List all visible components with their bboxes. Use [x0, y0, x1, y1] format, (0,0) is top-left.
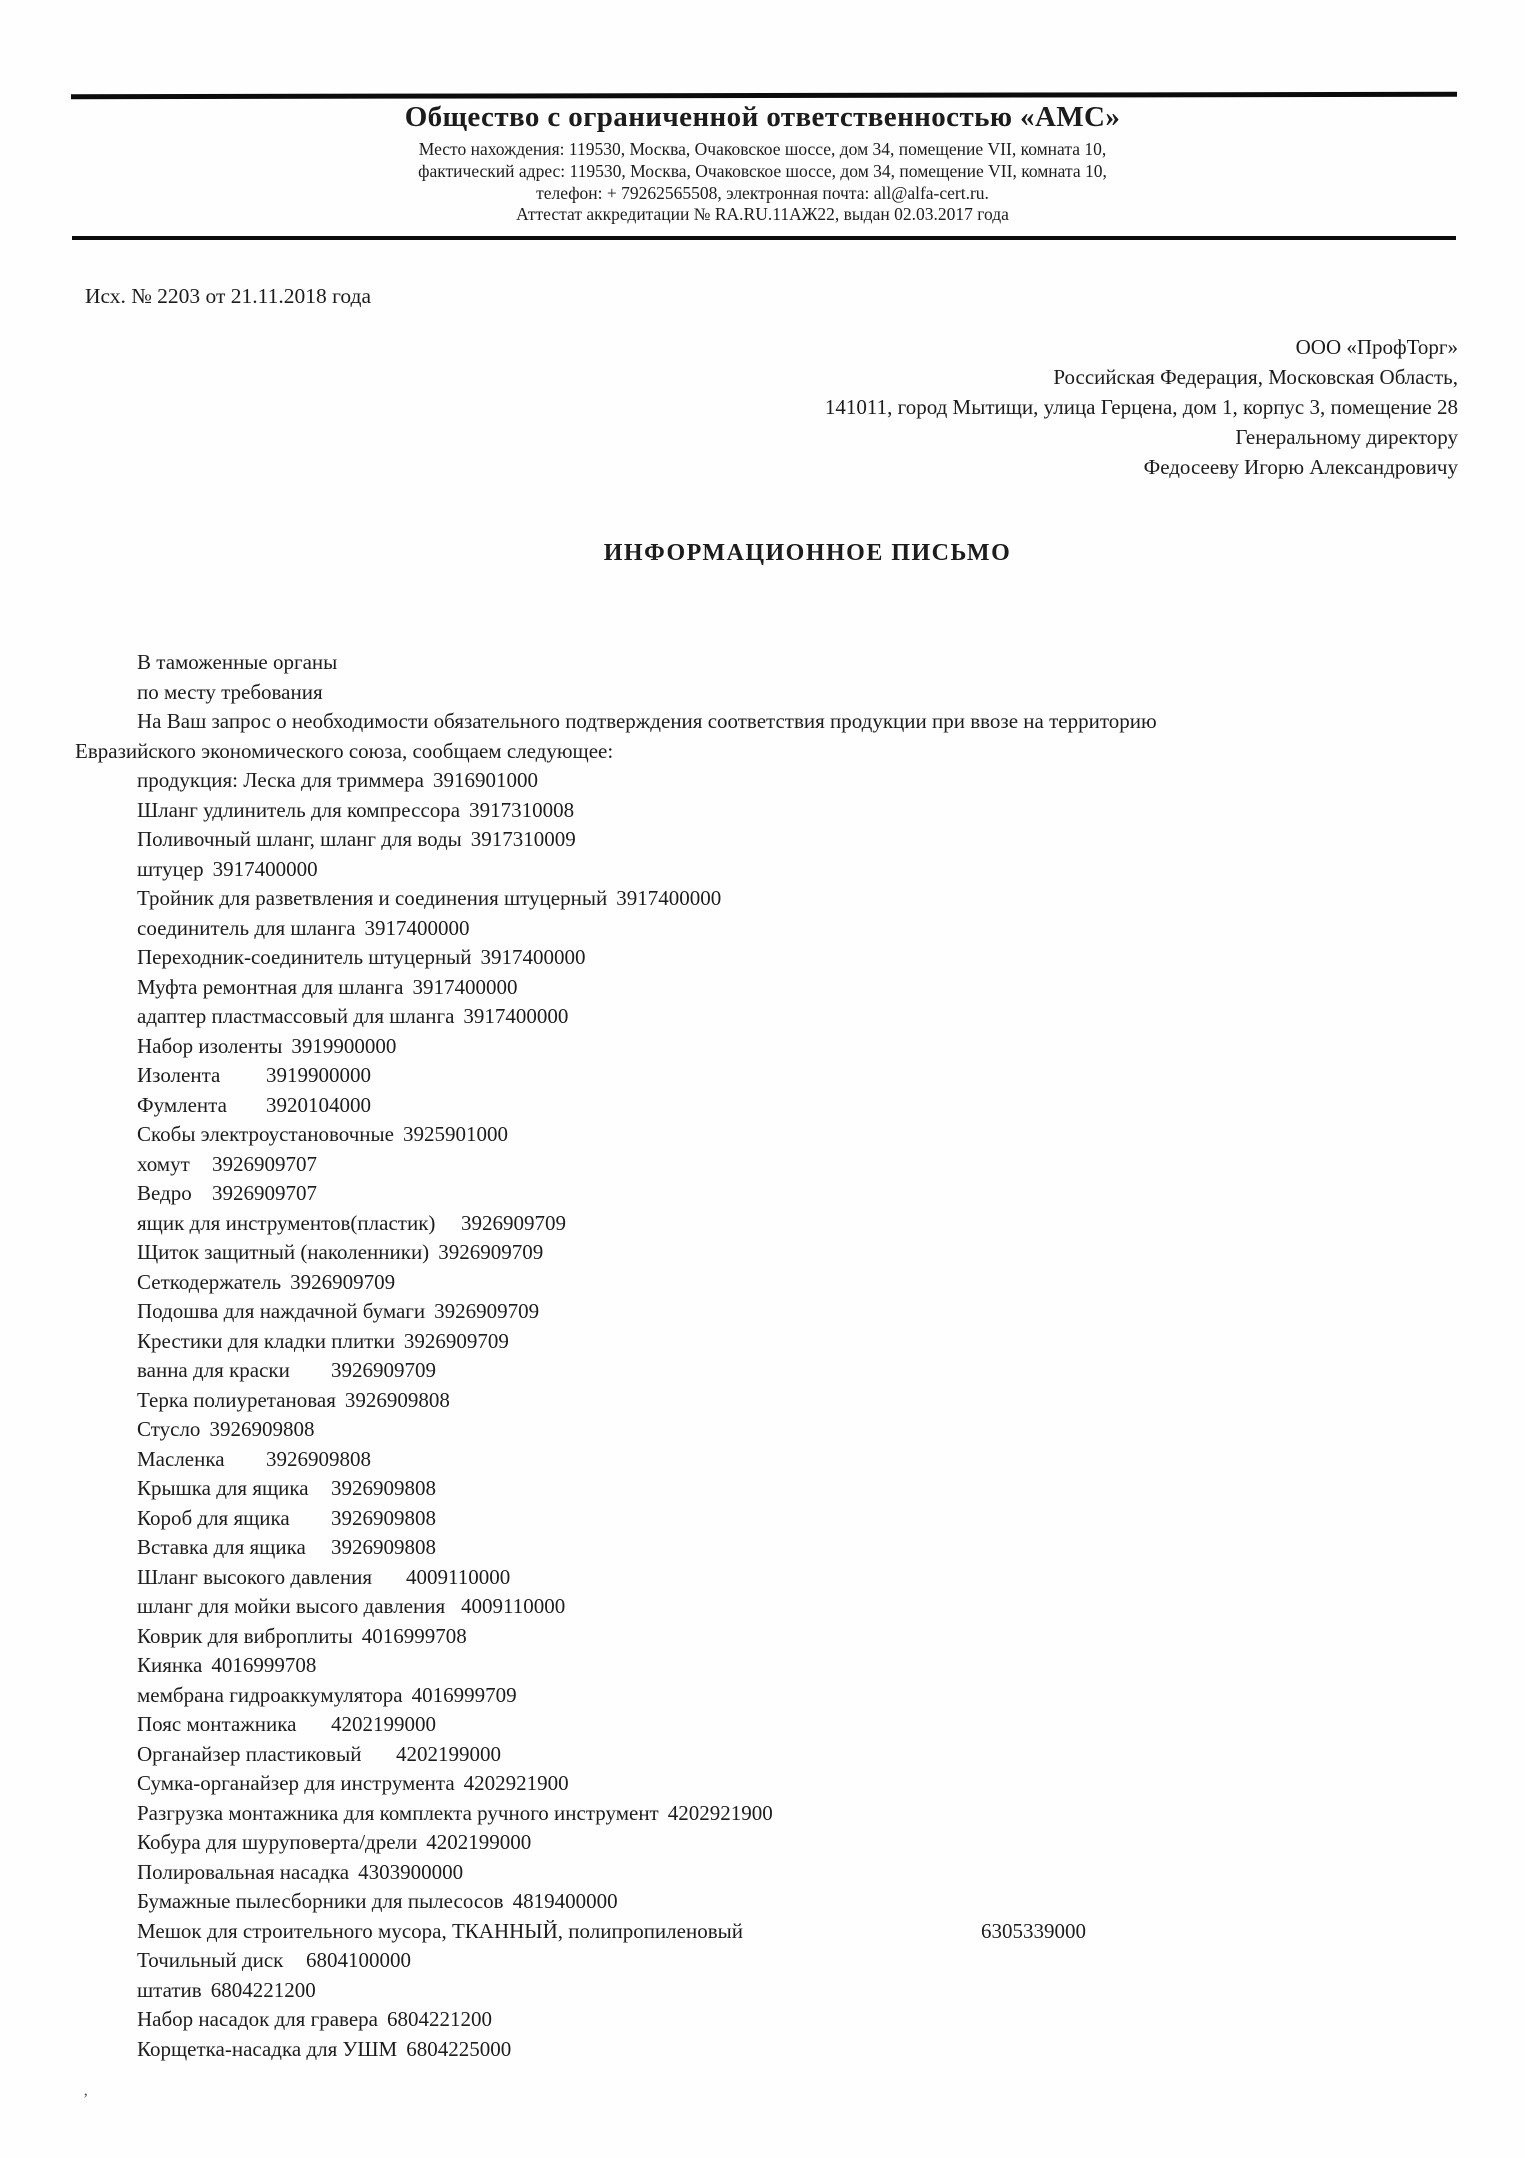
product-code: 6804221200 [386, 2007, 492, 2031]
product-name: штатив [137, 1977, 202, 2002]
product-code: 6804221200 [210, 1977, 316, 2002]
product-line [75, 1150, 1475, 1180]
product-line [75, 1504, 1475, 1534]
product-line [75, 1179, 1475, 1209]
product-line [75, 1769, 1475, 1799]
product-code: 4202199000 [396, 1741, 501, 1766]
product-code: 4202921900 [667, 1800, 773, 1825]
product-line [75, 1120, 1475, 1150]
product-code: 3926909709 [461, 1210, 566, 1235]
product-line [75, 825, 1475, 855]
product-name: Тройник для разветвления и соединения штуцерный [137, 886, 608, 910]
product-line [75, 1061, 1475, 1091]
product-name: соединитель для шланга [137, 915, 356, 940]
product-name: Стусло [137, 1417, 201, 1441]
recipient-line: 141011, город Мытищи, улица Герцена, дом 1, корпус 3, помещение 28 [824, 395, 1458, 419]
product-line [75, 1386, 1475, 1416]
product-name: Набор изоленты [137, 1033, 283, 1058]
product-code: 3926909709 [290, 1269, 396, 1294]
product-line [75, 1032, 1475, 1062]
product-code: 4819400000 [512, 1889, 618, 1913]
product-name: Сеткодержатель [137, 1269, 282, 1294]
product-line [75, 1445, 1475, 1475]
body-intro-lines [75, 648, 1475, 766]
product-code: 3919900000 [266, 1063, 371, 1087]
product-line [75, 1681, 1475, 1711]
product-line [75, 1002, 1475, 1032]
product-name: ванна для краски [137, 1358, 290, 1382]
product-name: шланг для мойки высого давления [137, 1594, 446, 1618]
product-line [75, 855, 1475, 885]
org-title: Общество с ограниченной ответственностью «АМС» [404, 101, 1121, 133]
product-code: 3917310008 [469, 797, 575, 822]
product-name: Скобы электроустановочные [137, 1122, 394, 1146]
product-code: 3926909707 [212, 1151, 317, 1176]
header-rule-top [71, 92, 1457, 99]
header-rule-bottom [72, 236, 1456, 240]
product-code: 3926909709 [331, 1358, 436, 1382]
product-line [75, 1622, 1475, 1652]
product-name: Масленка [137, 1446, 225, 1471]
recipient-block [825, 332, 1458, 482]
product-code: 3920104000 [266, 1092, 371, 1117]
product-name: Поливочный шланг, шланг для воды [137, 827, 462, 851]
product-code: 3917400000 [412, 974, 518, 999]
product-line [75, 1474, 1475, 1504]
product-code: 3926909808 [331, 1535, 436, 1559]
product-code: 4303900000 [358, 1859, 464, 1884]
product-name: продукция: Леска для триммера [137, 768, 424, 792]
product-code: 3916901000 [432, 768, 538, 792]
product-code: 4016999708 [211, 1653, 317, 1677]
product-name: Щиток защитный (наколенники) [137, 1240, 430, 1264]
product-line [75, 973, 1475, 1003]
product-line [75, 1887, 1475, 1917]
product-name: Фумлента [137, 1092, 227, 1117]
product-line [75, 1976, 1475, 2006]
product-code: 4202199000 [331, 1712, 436, 1736]
product-line [75, 884, 1475, 914]
product-name: Разгрузка монтажника для комплекта ручного инструмент [137, 1800, 659, 1825]
product-name: Кобура для шуруповерта/дрели [137, 1830, 418, 1854]
product-line [75, 1710, 1475, 1740]
product-name: Шланг удлинитель для компрессора [137, 797, 461, 822]
letterhead [0, 101, 1525, 226]
product-line [75, 1297, 1475, 1327]
product-code: 3917310009 [470, 827, 576, 851]
product-name: Шланг высокого давления [137, 1564, 372, 1589]
product-line [75, 914, 1475, 944]
org-address-line: фактический адрес: 119530, Москва, Очаковское шоссе, дом 34, помещение VII, комната 10, [418, 160, 1107, 181]
product-line [75, 2035, 1475, 2065]
org-address-lines [0, 139, 1525, 226]
product-name: Киянка [137, 1653, 203, 1677]
product-code: 4009110000 [406, 1564, 511, 1589]
product-name: Бумажные пылесборники для пылесосов [137, 1889, 504, 1913]
product-line [75, 1651, 1475, 1681]
product-code: 3926909707 [212, 1181, 317, 1205]
product-line [75, 796, 1475, 826]
product-name: Крестики для кладки плитки [137, 1328, 395, 1353]
product-code: 3917400000 [616, 886, 722, 910]
product-code: 4016999708 [361, 1623, 467, 1648]
product-name: Мешок для строительного мусора, ТКАННЫЙ, полипропиленовый [137, 1918, 743, 1943]
product-code: 3926909709 [438, 1240, 544, 1264]
product-name: Сумка-органайзер для инструмента [137, 1771, 455, 1795]
recipient-line: Российская Федерация, Московская Область, [1053, 365, 1458, 389]
product-name: Вставка для ящика [137, 1535, 306, 1559]
product-code: 4009110000 [461, 1594, 566, 1618]
product-line [75, 1533, 1475, 1563]
body-line: по месту требования [137, 679, 323, 704]
product-name: Ведро [137, 1181, 192, 1205]
product-name: Переходник-соединитель штуцерный [137, 945, 472, 969]
product-line [75, 1563, 1475, 1593]
product-line [75, 1327, 1475, 1357]
product-name: Подошва для наждачной бумаги [137, 1299, 426, 1323]
product-name: Пояс монтажника [137, 1712, 297, 1736]
letter-title: ИНФОРМАЦИОННОЕ ПИСЬМО [603, 540, 1012, 566]
product-code: 6804100000 [306, 1948, 411, 1972]
product-name: штуцер [137, 856, 204, 881]
product-code: 3917400000 [480, 945, 586, 969]
product-code: 4202199000 [426, 1830, 532, 1854]
recipient-line: ООО «ПрофТорг» [1295, 335, 1458, 359]
product-line [75, 1091, 1475, 1121]
product-code: 6305339000 [981, 1918, 1086, 1943]
body-line: На Ваш запрос о необходимости обязательного подтверждения соответствия продукции при ввозе на территорию [137, 709, 1157, 733]
product-code: 3917400000 [463, 1004, 569, 1028]
product-name: Изолента [137, 1063, 221, 1087]
org-address-line: Место нахождения: 119530, Москва, Очаковское шоссе, дом 34, помещение VII, комната 10, [418, 139, 1107, 159]
product-code: 3925901000 [402, 1122, 508, 1146]
product-line [75, 1740, 1475, 1770]
product-line [75, 1238, 1475, 1268]
org-address-line: Аттестат аккредитации № RA.RU.11АЖ22, выдан 02.03.2017 года [516, 204, 1009, 225]
product-name: Корщетка-насадка для УШМ [137, 2036, 398, 2061]
product-line [75, 943, 1475, 973]
outgoing-ref: Исх. № 2203 от 21.11.2018 года [85, 284, 372, 308]
product-code: 3919900000 [291, 1033, 397, 1058]
letter-body [75, 648, 1475, 2064]
product-code: 4202921900 [463, 1771, 569, 1795]
product-line [75, 1356, 1475, 1386]
product-name: Точильный диск [137, 1948, 284, 1972]
product-code: 3917400000 [364, 915, 470, 940]
product-code: 3926909808 [344, 1387, 450, 1412]
product-code: 3917400000 [212, 856, 318, 881]
product-name: Короб для ящика [137, 1505, 290, 1530]
product-name: хомут [137, 1151, 190, 1176]
recipient-line: Генеральному директору [1235, 425, 1458, 449]
product-list [75, 766, 1475, 2064]
product-line [75, 1415, 1475, 1445]
recipient-line: Федосееву Игорю Александровичу [1143, 455, 1458, 479]
product-line [75, 1209, 1475, 1239]
product-line [75, 2005, 1475, 2035]
product-code: 6804225000 [406, 2036, 512, 2061]
product-line [75, 1592, 1475, 1622]
product-code: 3926909808 [209, 1417, 315, 1441]
product-code: 3926909808 [266, 1446, 371, 1471]
product-line [75, 1917, 1475, 1947]
product-line [75, 1858, 1475, 1888]
product-line [75, 1828, 1475, 1858]
product-code: 3926909709 [434, 1299, 540, 1323]
product-name: Муфта ремонтная для шланга [137, 974, 404, 999]
product-line [75, 766, 1475, 796]
product-name: Крышка для ящика [137, 1476, 309, 1500]
scan-artifact: ’ [83, 2091, 89, 2108]
product-name: ящик для инструментов(пластик) [137, 1210, 436, 1235]
product-code: 3926909709 [403, 1328, 509, 1353]
product-name: Коврик для виброплиты [137, 1623, 353, 1648]
product-code: 4016999709 [411, 1682, 517, 1707]
org-address-line: телефон: + 79262565508, электронная почта: all@alfa-cert.ru. [536, 182, 989, 203]
product-name: Терка полиуретановая [137, 1387, 336, 1412]
product-name: Органайзер пластиковый [137, 1741, 362, 1766]
product-name: адаптер пластмассовый для шланга [137, 1004, 455, 1028]
product-code: 3926909808 [331, 1505, 436, 1530]
product-line [75, 1799, 1475, 1829]
body-line: В таможенные органы [137, 650, 338, 674]
product-name: Полировальная насадка [137, 1859, 350, 1884]
product-line [75, 1268, 1475, 1298]
body-line: Евразийского экономического союза, сообщаем следующее: [75, 738, 614, 763]
product-name: Набор насадок для гравера [137, 2007, 378, 2031]
product-code: 3926909808 [331, 1476, 436, 1500]
product-line [75, 1946, 1475, 1976]
product-name: мембрана гидроаккумулятора [137, 1682, 403, 1707]
